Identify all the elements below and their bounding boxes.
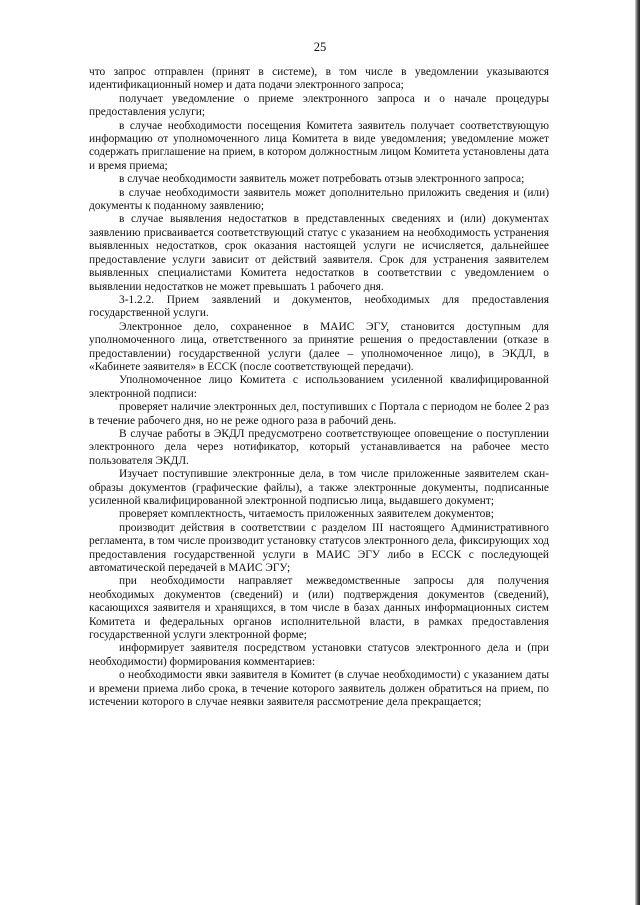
document-body bbox=[89, 66, 549, 710]
paragraph: проверяет наличие электронных дел, поступивших с Портала с периодом не более 2 раз в течение рабочего дня, но не реже одного раза в рабочий день. bbox=[89, 401, 549, 427]
paragraph: в случае выявления недостатков в представленных сведениях и (или) документах заявлению присваивается соответствующий статус с указанием на необходимость устранения выявленных недостатков, срок оказания настоящей услуги не исчисляется, дальнейшее предоставление услуги зависит от действий заявителя. Срок для устранения заявителем выявленных специалистами Комитета недостатков в соответствии с уведомлением о выявлении недостатков не может превышать 1 рабочего дня. bbox=[89, 213, 549, 293]
paragraph: в случае необходимости заявитель может потребовать отзыв электронного запроса; bbox=[119, 173, 525, 186]
paragraph: Изучает поступившие электронные дела, в том числе приложенные заявителем скан-образы документов (графические файлы), а также электронные документы, подписанные усиленной квалифицированной электронной подписью лица, выдавшего документ; bbox=[89, 468, 549, 507]
paragraph: производит действия в соответствии с разделом III настоящего Административного регламента, в том числе производит установку статусов электронного дела, фиксирующих ход предоставления государственной услуги в МАИС ЭГУ либо в ЕССК с последующей автоматической передачей в МАИС ЭГУ; bbox=[89, 521, 549, 575]
paragraph: проверяет комплектность, читаемость приложенных заявителем документов; bbox=[119, 508, 494, 521]
paragraph: информирует заявителя посредством установки статусов электронного дела и (при необходимости) формирования комментариев: bbox=[89, 642, 549, 668]
paragraph: получает уведомление о приеме электронного запроса и о начале процедуры предоставления услуги; bbox=[89, 92, 549, 119]
paragraph: в случае необходимости посещения Комитета заявитель получает соответствующую информацию от уполномоченного лица Комитета в виде уведомления; уведомление может содержать приглашение на прием, в котором должностным лицом Комитета установлены дата и время приема; bbox=[89, 119, 549, 172]
paragraph: в случае необходимости заявитель может дополнительно приложить сведения и (или) документы к поданному заявлению; bbox=[89, 186, 549, 213]
scan-edge bbox=[635, 0, 640, 905]
paragraph: Электронное дело, сохраненное в МАИС ЭГУ, становится доступным для уполномоченного лица, ответственного за принятие решения о предоставлении (отказе в предоставлении) государственной услуги (далее – уполномоченное лицо), в ЭКДЛ, в «Кабинете заявителя» в ЕССК (после соответствующей передачи). bbox=[89, 320, 549, 373]
paragraph: о необходимости явки заявителя в Комитет (в случае необходимости) с указанием даты и времени приема либо срока, в течение которого заявитель должен обратиться на прием, по истечении которого в случае неявки заявителя рассмотрение дела прекращается; bbox=[89, 669, 549, 709]
paragraph: при необходимости направляет межведомственные запросы для получения необходимых документов (сведений) и (или) подтверждения документов (сведений), касающихся заявителя и хранящихся, в том числе в базах данных информационных систем Комитета и федеральных органов исполнительной власти, в рамках предоставления государственной услуги электронной форме; bbox=[89, 575, 549, 642]
section-heading: 3-1.2.2. Прием заявлений и документов, необходимых для предоставления государственной услуги. bbox=[89, 293, 549, 320]
page-number: 25 bbox=[313, 40, 327, 54]
paragraph: Уполномоченное лицо Комитета с использованием усиленной квалифицированной электронной подписи: bbox=[89, 374, 549, 400]
paragraph: что запрос отправлен (принят в системе), в том числе в уведомлении указываются идентификационный номер и дата подачи электронного запроса; bbox=[89, 66, 549, 92]
paragraph: В случае работы в ЭКДЛ предусмотрено соответствующее оповещение о поступлении электронного дела через нотификатор, который устанавливается на рабочее место пользователя ЭКДЛ. bbox=[89, 427, 549, 467]
